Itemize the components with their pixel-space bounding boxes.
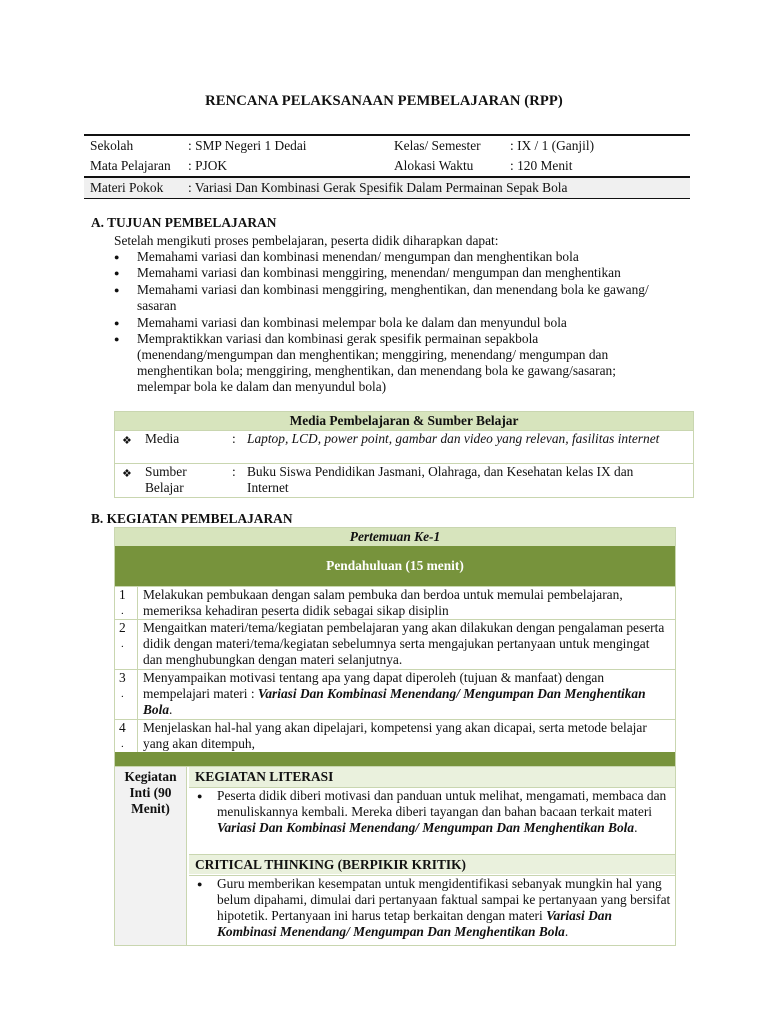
bullet-icon: ●: [114, 268, 120, 278]
step-text: [143, 670, 671, 718]
critical-text-end: .: [564, 924, 569, 939]
pendahuluan-header: Pendahuluan (15 menit): [115, 546, 675, 586]
sumber-label: Sumber Belajar: [145, 464, 187, 495]
materi-value: : Variasi Dan Kombinasi Gerak Spesifik Dalam Permainan Sepak Bola: [188, 180, 568, 195]
step-number: 2: [119, 620, 126, 635]
media-row: [115, 430, 693, 463]
step-number-dot: .: [121, 688, 124, 700]
critical-thinking-body: [189, 875, 675, 946]
step-row: [115, 669, 675, 719]
step-text-plain: Menyampaikan motivasi tentang apa yang dapat diperoleh (tujuan & manfaat) dengan mempelajari materi :: [143, 670, 605, 701]
column-divider: [137, 670, 138, 719]
sekolah-value: : SMP Negeri 1 Dedai: [188, 138, 307, 153]
info-bottom-rule: [84, 198, 690, 199]
tujuan-item-1: Memahami variasi dan kombinasi menendan/ mengumpan dan menghentikan bola: [137, 249, 579, 264]
document-title: RENCANA PELAKSANAAN PEMBELAJARAN (RPP): [205, 93, 563, 109]
literasi-body: [189, 787, 675, 854]
sekolah-label: Sekolah: [90, 138, 134, 153]
step-text: Menjelaskan hal-hal yang akan dipelajari, kompetensi yang akan dicapai, serta metode belajar yang akan ditempuh,: [143, 720, 647, 751]
kelas-value: : IX / 1 (Ganjil): [510, 138, 595, 153]
bullet-icon: ●: [114, 334, 120, 344]
diamond-bullet-icon: ❖: [122, 468, 132, 480]
bullet-icon: ●: [114, 285, 120, 295]
step-number: 4: [119, 720, 126, 735]
section-a-intro: Setelah mengikuti proses pembelajaran, peserta didik diharapkan dapat:: [114, 233, 499, 248]
bullet-icon: ●: [114, 318, 120, 328]
mapel-label: Mata Pelajaran: [90, 158, 171, 173]
materi-emphasis: Variasi Dan Kombinasi Menendang/ Mengumpan Dan Menghentikan Bola: [217, 908, 612, 939]
critical-thinking-text: [217, 876, 673, 940]
literasi-text-end: .: [634, 820, 638, 835]
step-text: Mengaitkan materi/tema/kegiatan pembelajaran yang akan dilakukan dengan pengalaman peserta didik dengan materi/tema/kegiatan sebelumnya serta mengajukan pertanyaan untuk mengingat dan menghubungkan dengan materi selanjutnya.: [143, 620, 665, 667]
critical-thinking-heading: CRITICAL THINKING (BERPIKIR KRITIK): [189, 854, 675, 874]
info-row-mapel: [84, 156, 690, 176]
pertemuan-header: Pertemuan Ke-1: [115, 528, 675, 546]
kegiatan-inti-label: Kegiatan Inti (90 Menit): [115, 767, 187, 945]
diamond-bullet-icon: ❖: [122, 435, 132, 447]
column-divider: [137, 620, 138, 669]
info-row-sekolah: [84, 136, 690, 156]
step-number-dot: .: [121, 638, 124, 650]
section-a-heading: A. TUJUAN PEMBELAJARAN: [91, 215, 277, 230]
materi-emphasis: Variasi Dan Kombinasi Menendang/ Mengumpan Dan Menghentikan Bola: [217, 820, 635, 835]
info-row-materi: [84, 178, 690, 198]
literasi-text: [217, 788, 673, 836]
media-table-header: Media Pembelajaran & Sumber Belajar: [115, 412, 693, 430]
alokasi-label: Alokasi Waktu: [394, 158, 474, 173]
kelas-label: Kelas/ Semester: [394, 138, 481, 153]
step-row: [115, 586, 675, 619]
sumber-row: [115, 463, 693, 497]
media-table: [114, 411, 694, 498]
step-number: 3: [119, 670, 126, 685]
media-label: Media: [145, 431, 180, 446]
step-row: [115, 719, 675, 752]
tujuan-item-4: Memahami variasi dan kombinasi melempar bola ke dalam dan menyundul bola: [137, 315, 567, 330]
kegiatan-table: [114, 527, 676, 946]
step-number-dot: .: [121, 605, 124, 617]
step-number: 1: [119, 587, 126, 602]
info-table: [84, 134, 690, 199]
bullet-icon: ●: [197, 791, 203, 801]
literasi-text-plain: Peserta didik diberi motivasi dan panduan untuk melihat, mengamati, membaca dan menuliskannya kembali. Mereka diberi tayangan dan bahan bacaan terkait materi: [217, 788, 667, 819]
literasi-heading: KEGIATAN LITERASI: [189, 767, 675, 787]
materi-label: Materi Pokok: [90, 180, 164, 195]
section-divider-bar: [115, 752, 675, 766]
tujuan-item-5: Mempraktikkan variasi dan kombinasi gerak spesifik permainan sepakbola (menendang/mengumpan dan menghentikan; menggiring, menendang/ mengumpan dan menghentikan bola; menggiring, menghentikan, dan menendang bola ke gawang/sasaran; melempar bola ke dalam dan menyundul bola): [137, 331, 616, 394]
step-text: Melakukan pembukaan dengan salam pembuka dan berdoa untuk memulai pembelajaran, memeriksa kehadiran peserta didik sebagai sikap disiplin: [143, 587, 623, 618]
mapel-value: : PJOK: [188, 158, 228, 173]
materi-emphasis: Variasi Dan Kombinasi Menendang/ Mengumpan Dan Menghentikan Bola: [143, 686, 646, 717]
column-divider: [137, 720, 138, 752]
media-colon: :: [232, 431, 236, 446]
section-b-heading: B. KEGIATAN PEMBELAJARAN: [91, 511, 293, 526]
critical-text-plain: Guru memberikan kesempatan untuk mengidentifikasi sebanyak mungkin hal yang belum dipahami, dimulai dari pertanyaan faktual sampai ke pertanyaan yang bersifat hipotetik. Pertanyaan ini harus tetap berkaitan dengan materi: [217, 876, 671, 923]
bullet-icon: ●: [114, 252, 120, 262]
tujuan-item-2: Memahami variasi dan kombinasi menggiring, menendan/ mengumpan dan menghentikan: [137, 265, 621, 280]
sumber-value: Buku Siswa Pendidikan Jasmani, Olahraga, dan Kesehatan kelas IX dan Internet: [247, 464, 634, 495]
column-divider: [137, 587, 138, 619]
step-number-dot: .: [121, 738, 124, 750]
media-value: Laptop, LCD, power point, gambar dan video yang relevan, fasilitas internet: [247, 431, 660, 446]
step-text-end: .: [169, 702, 173, 717]
bullet-icon: ●: [197, 879, 203, 889]
sumber-colon: :: [232, 464, 236, 479]
step-row: [115, 619, 675, 669]
kegiatan-inti-block: [115, 766, 675, 945]
alokasi-value: : 120 Menit: [510, 158, 573, 173]
tujuan-item-3: Memahami variasi dan kombinasi menggiring, menghentikan, dan menendang bola ke gawang/ sasaran: [137, 282, 649, 313]
